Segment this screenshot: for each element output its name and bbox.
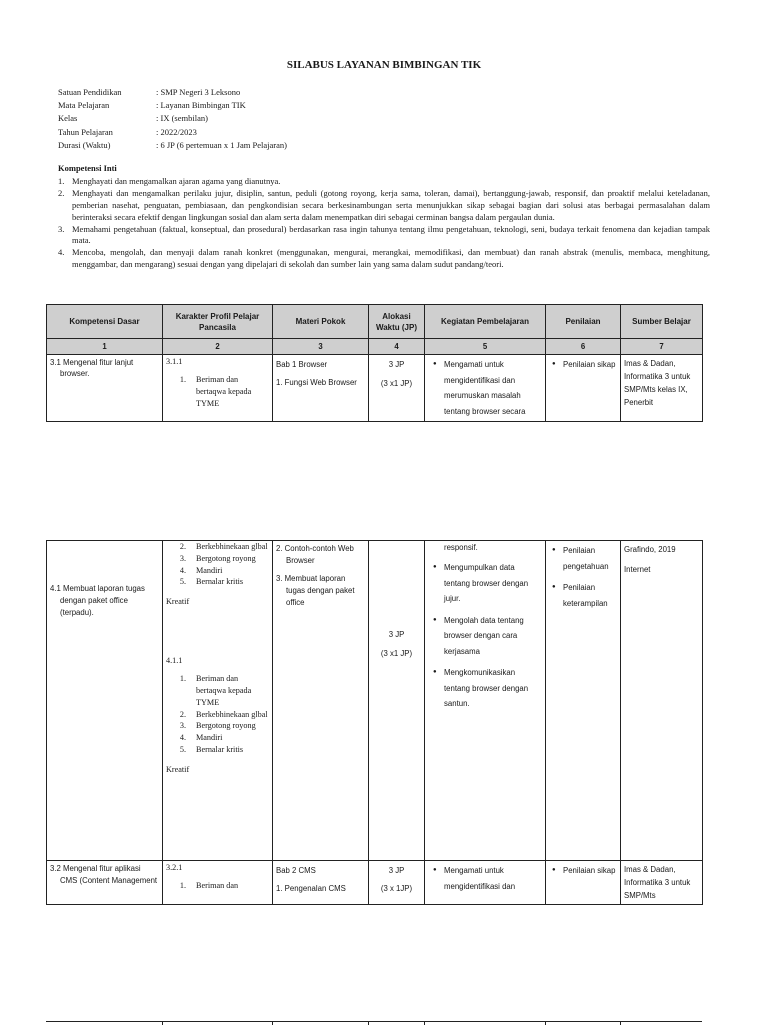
list-item: ● Mengkomunikasikan tentang browser dengan santun. <box>432 665 542 712</box>
column-number: 1 <box>47 339 163 355</box>
list-number: 4. <box>179 565 186 575</box>
info-value: : SMP Negeri 3 Leksono <box>156 87 241 97</box>
info-label: Kelas <box>58 113 78 124</box>
list-number: 5. <box>179 577 186 587</box>
kompetensi-dasar-cell <box>47 355 163 422</box>
info-value: : IX (sembilan) <box>156 113 208 124</box>
jp-detail: (3 x1 JP) <box>380 379 413 388</box>
penilaian-cell <box>546 355 621 422</box>
alokasi-cell <box>369 861 425 905</box>
materi-item: 2. Contoh-contoh Web Browser <box>276 544 354 565</box>
karakter-list <box>166 374 269 410</box>
item-text: Memahami pengetahuan (faktual, konseptual, dan prosedural) berdasarkan rasa ingin tahunya tentang ilmu pengetahuan, teknologi, seni, budaya terkait fenomena dan kejadian tampak mata. <box>72 223 710 246</box>
kompetensi-inti <box>58 163 710 271</box>
sumber-text: Internet <box>624 565 651 574</box>
karakter-list <box>166 880 269 892</box>
penilaian-list <box>549 543 617 611</box>
table-row <box>47 355 703 422</box>
column-number: 3 <box>273 339 369 355</box>
info-label: Tahun Pelajaran <box>58 126 113 137</box>
jp-value: 3 JP <box>388 360 405 369</box>
list-number: 3. <box>179 553 186 563</box>
karakter-list <box>166 673 269 756</box>
item-number: 3. <box>58 223 65 234</box>
materi-bab: Bab 2 CMS <box>276 866 316 875</box>
kd-text: 4.1 Membuat laporan tugas dengan paket office (terpadu). <box>50 584 145 617</box>
karakter-code: 4.1.1 <box>166 656 183 666</box>
karakter-kreatif: Kreatif <box>166 764 190 774</box>
materi-cell <box>273 861 369 905</box>
jp-value: 3 JP <box>388 630 405 639</box>
list-text: Bergotong royong <box>196 553 256 563</box>
item-text: Menghayati dan mengamalkan perilaku jujur, disiplin, santun, peduli (gotong royong, kerja sama, toleran, damai), bertanggung-jawab, responsif, dan proaktif melalui keteladanan, pemberian nasehat, penguatan, pembiasaan, dan pengkondisian secara berkesinambungan serta menunjukkan sikap sebagai bagian dari solusi atas berbagai permasalahan dalam berinteraksi secara efektif dengan lingkungan sosial dan alam serta dalam menempatkan diri sebagai cerminan bangsa dalam pergaulan dunia. <box>72 187 710 222</box>
kegiatan-cell <box>425 355 546 422</box>
item-number: 2. <box>58 187 65 198</box>
info-row <box>58 99 287 112</box>
materi-item: 1. Fungsi Web Browser <box>276 378 357 387</box>
kegiatan-list <box>428 863 542 894</box>
document-info <box>58 86 287 152</box>
list-text: Beriman dan bertaqwa kepada TYME <box>196 375 252 408</box>
penilaian-cell <box>546 861 621 905</box>
syllabus-table-part-1 <box>46 304 703 422</box>
kompetensi-dasar-cell <box>47 541 163 861</box>
kegiatan-list <box>428 560 542 712</box>
page-title: SILABUS LAYANAN BIMBINGAN TIK <box>286 59 482 71</box>
kegiatan-list <box>428 357 542 419</box>
kompetensi-inti-item <box>58 247 710 271</box>
list-number: 2. <box>179 542 186 551</box>
list-text: Berkebhinekaan glbal <box>196 709 268 719</box>
info-value: : 2022/2023 <box>156 126 197 137</box>
list-item: ● Penilaian keterampilan <box>551 580 617 611</box>
kompetensi-dasar-cell <box>47 861 163 905</box>
materi-cell <box>273 541 369 861</box>
info-label: Durasi (Waktu) <box>58 139 111 150</box>
list-text: Bergotong royong <box>196 721 256 731</box>
kegiatan-cell <box>425 861 546 905</box>
penilaian-cell <box>546 541 621 861</box>
jp-value: 3 JP <box>388 866 405 875</box>
list-text: Berkebhinekaan glbal <box>196 542 268 551</box>
item-number: 4. <box>58 247 65 258</box>
info-row <box>58 126 287 139</box>
list-item: ● Mengumpulkan data tentang browser dengan jujur. <box>432 560 542 607</box>
list-item <box>166 374 269 410</box>
item-text: Menghayati dan mengamalkan ajaran agama yang dianutnya. <box>72 175 281 186</box>
column-number-row <box>47 339 703 355</box>
karakter-cell <box>163 541 273 861</box>
kd-text: 3.2 Mengenal fitur aplikasi CMS (Content Management <box>50 864 158 885</box>
info-row <box>58 112 287 125</box>
list-item <box>166 553 269 565</box>
info-label: Satuan Pendidikan <box>58 87 122 97</box>
list-item <box>166 565 269 577</box>
info-row <box>58 139 287 152</box>
column-number: 6 <box>546 339 621 355</box>
list-item: ● Penilaian sikap <box>551 863 617 879</box>
list-item <box>166 576 269 588</box>
column-number: 4 <box>369 339 425 355</box>
kegiatan-continued: responsif. <box>444 543 478 552</box>
list-item <box>166 880 269 892</box>
list-text: Beriman dan <box>196 881 239 890</box>
karakter-cell <box>163 861 273 905</box>
item-text: Mencoba, mengolah, dan menyaji dalam ranah konkret (menggunakan, mengurai, merangkai, memodifikasi, dan membuat) dan ranah abstrak (menulis, membaca, menghitung, menggambar, dan mengarang) sesuai dengan yang dipelajari di sekolah dan sumber lain yang sama dalam sudut pandang/teori. <box>72 247 710 270</box>
column-header: Sumber Belajar <box>621 305 703 339</box>
table-header-row <box>47 305 703 339</box>
materi-item: 1. Pengenalan CMS <box>276 884 346 893</box>
column-number: 2 <box>163 339 273 355</box>
alokasi-cell <box>369 541 425 861</box>
sumber-cell: Imas & Dadan, Informatika 3 untuk SMP/Mts <box>621 861 703 905</box>
column-header: Alokasi Waktu (JP) <box>369 305 425 339</box>
kompetensi-inti-heading: Kompetensi Inti <box>58 163 117 173</box>
list-number: 1. <box>179 881 186 890</box>
kompetensi-inti-item <box>58 188 710 224</box>
list-item <box>166 709 269 721</box>
info-row <box>58 86 287 99</box>
column-number: 5 <box>425 339 546 355</box>
list-text: Mandiri <box>196 565 223 575</box>
list-text: Mandiri <box>196 733 223 743</box>
column-header: Kompetensi Dasar <box>47 305 163 339</box>
list-item <box>166 720 269 732</box>
info-value: : Layanan Bimbingan TIK <box>156 100 246 111</box>
list-item: ● Mengolah data tentang browser dengan cara kerjasama <box>432 613 542 660</box>
list-item: ● Mengamati untuk mengidentifikasi dan merumuskan masalah tentang browser secara <box>432 357 542 419</box>
list-number: 1. <box>179 674 186 684</box>
materi-cell <box>273 355 369 422</box>
list-number: 4. <box>179 733 186 743</box>
list-item: ● Mengamati untuk mengidentifikasi dan <box>432 863 542 894</box>
list-item <box>166 732 269 744</box>
table-row <box>47 541 703 861</box>
column-header: Materi Pokok <box>273 305 369 339</box>
materi-bab: Bab 1 Browser <box>276 360 328 369</box>
jp-detail: (3 x 1JP) <box>380 884 413 893</box>
sumber-text: Grafindo, 2019 <box>624 545 676 554</box>
list-item <box>166 541 269 553</box>
kompetensi-inti-item <box>58 176 710 188</box>
materi-item: 3. Membuat laporan tugas dengan paket office <box>276 574 355 607</box>
kegiatan-cell <box>425 541 546 861</box>
karakter-cell <box>163 355 273 422</box>
list-text: Bernalar kritis <box>196 577 244 587</box>
column-header: Karakter Profil Pelajar Pancasila <box>163 305 273 339</box>
kompetensi-inti-item <box>58 224 710 248</box>
list-text: Beriman dan bertaqwa kepada TYME <box>196 674 252 707</box>
item-number: 1. <box>58 175 65 186</box>
column-header: Kegiatan Pembelajaran <box>425 305 546 339</box>
syllabus-table-part-2 <box>46 540 703 905</box>
list-item <box>166 744 269 756</box>
karakter-kreatif: Kreatif <box>166 597 190 607</box>
info-label: Mata Pelajaran <box>58 100 110 111</box>
jp-detail: (3 x1 JP) <box>380 649 413 658</box>
list-item: ● Penilaian sikap <box>551 357 617 373</box>
list-item <box>166 673 269 708</box>
column-header: Penilaian <box>546 305 621 339</box>
list-number: 1. <box>179 375 186 384</box>
penilaian-list <box>549 357 617 373</box>
alokasi-cell <box>369 355 425 422</box>
kd-text: 3.1 Mengenal fitur lanjut browser. <box>50 358 134 378</box>
penilaian-list <box>549 863 617 879</box>
karakter-code: 3.2.1 <box>166 863 183 872</box>
list-number: 3. <box>179 721 186 731</box>
table-row <box>47 861 703 905</box>
sumber-cell <box>621 541 703 861</box>
list-number: 2. <box>179 709 186 719</box>
list-item: ● Penilaian pengetahuan <box>551 543 617 574</box>
karakter-code: 3.1.1 <box>166 357 183 366</box>
list-text: Bernalar kritis <box>196 744 244 754</box>
sumber-cell: Imas & Dadan, Informatika 3 untuk SMP/Mts kelas IX, Penerbit <box>621 355 703 422</box>
info-value: : 6 JP (6 pertemuan x 1 Jam Pelajaran) <box>156 139 287 150</box>
next-table-top-border <box>46 1021 702 1025</box>
list-number: 5. <box>179 744 186 754</box>
column-number: 7 <box>621 339 703 355</box>
karakter-list <box>166 541 269 588</box>
